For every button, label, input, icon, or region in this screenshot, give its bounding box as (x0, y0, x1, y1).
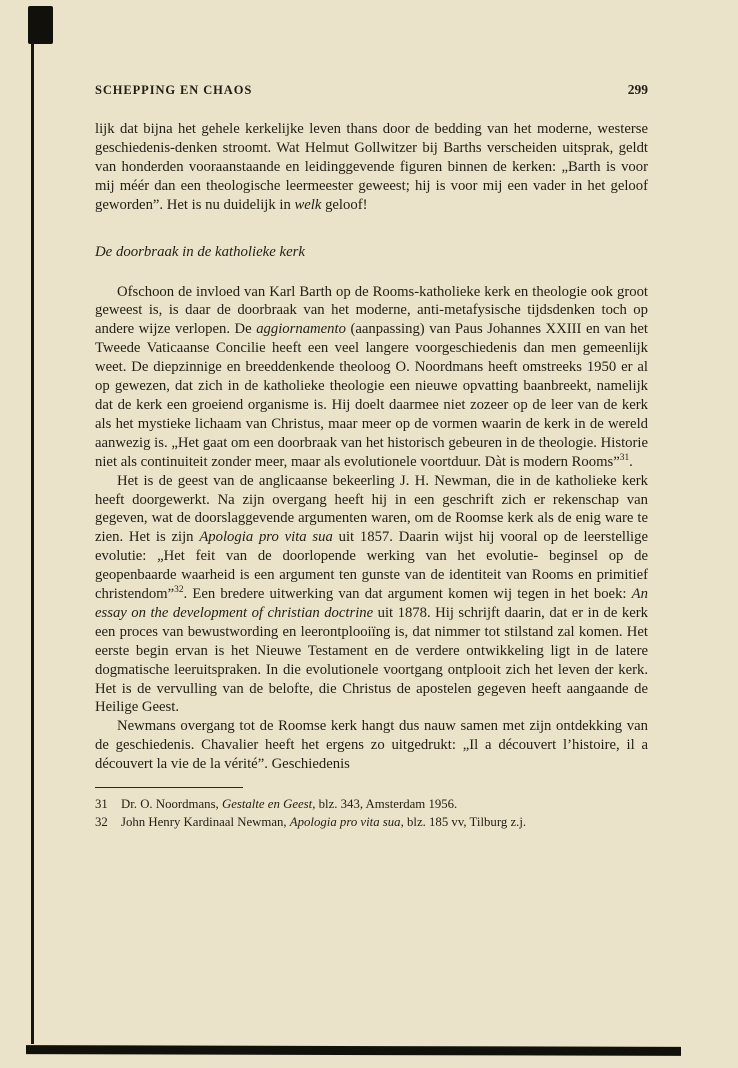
paragraph-4 (95, 717, 648, 774)
italic-text: An essay on the development of christian doctrine (95, 586, 648, 621)
text-segment: lijk dat bijna het gehele kerkelijke leven thans door de bedding van het moderne, westerse geschiedenis-denken stroomt. Wat Helmut Gollwitzer bij Barths verscheiden uitsprak, geldt van honderden vooraanstaande en leidinggevende figuren binnen de kerken: „Barth is voor mij méér dan een theologische leermeester geweest; hij is voor mij een vader in het geloof geworden”. Het is nu duidelijk in (95, 121, 648, 213)
paragraph-3 (95, 472, 648, 718)
text-segment: , blz. 343, Amsterdam 1956. (312, 797, 458, 812)
footnote-32 (95, 814, 648, 832)
paragraph-1 (95, 120, 648, 215)
text-segment: John Henry Kardinaal Newman, (121, 814, 290, 829)
running-header (95, 82, 648, 98)
page-number: 299 (627, 82, 648, 97)
footnote-31 (95, 796, 648, 814)
scan-artifact-bottom-bar (26, 1045, 681, 1056)
section-heading: De doorbraak in de katholieke kerk (95, 243, 305, 260)
text-segment: . (629, 453, 633, 470)
italic-text: Gestalte en Geest (221, 797, 313, 812)
footnote-number: 31 (95, 797, 108, 812)
text-segment: uit 1857. Daarin wijst hij vooral op de leerstellige evolutie: „Het feit van de doorlopende werking van het evolutie- beginsel op de geopenbaarde waarheid is een argument ten gunste van de identiteit van Rooms en primitief christendom” (95, 529, 648, 603)
italic-text: aggiornamento (256, 321, 346, 338)
italic-text: Apologia pro vita sua (289, 814, 401, 829)
text-segment: (aanpassing) van Paus Johannes XXIII en van het Tweede Vaticaanse Concilie heeft een veel langere voorgeschiedenis dan men gemeenlijk weet. De diepzinnige en breeddenkende theoloog O. Noordmans heeft omstreeks 1950 er al op gewezen, dat zich in de katholieke theologie een nieuwe opvatting baanbreekt, namelijk dat de kerk een groeiend organisme is. Hij doelt daarmee niet zozeer op de leer van de kerk als het mystieke lichaam van Christus, maar meer op de vormen waarin de kerk in de wereld aanwezig is. „Het gaat om een doorbraak van het historisch gebeuren in de theologie. Historie niet als continuiteit zonder meer, maar als evolutionele voortduur. Dàt is modern Rooms” (95, 321, 648, 470)
text-segment: Ofschoon de invloed van Karl Barth op de Rooms-katholieke kerk en theologie ook groot geweest is, is daar de doorbraak van het moderne, anti-metafysische tijdsdenken toch op andere wijze verlopen. De (95, 283, 648, 338)
text-segment: uit 1878. Hij schrijft daarin, dat er in de kerk een proces van bewustwording en leerontplooiïng is, dat nimmer tot stilstand zal komen. Het eerste begin ervan is het Nieuwe Testament en de verdere ontwikkeling ligt in de latere dogmatische leeruitspraken. In die evolutionele voortgang ontplooit zich het leven der kerk. Het is de vervulling van de belofte, die Christus de apostelen gegeven heeft aangaande de Heilige Geest. (95, 604, 649, 716)
paragraph-2 (95, 283, 648, 472)
text-segment: , blz. 185 vv, Tilburg z.j. (400, 814, 527, 829)
italic-text: welk (294, 196, 322, 213)
text-segment: Het is de geest van de anglicaanse bekeerling J. H. Newman, die in de katholieke kerk heeft doorgewerkt. Na zijn overgang heeft hij in een geschrift zich er rekenschap van gegeven, wat de doorslaggevende argumenten waren, om de Roomse kerk als de enig ware te zien. Het is zijn (95, 472, 648, 546)
footnote-number: 32 (95, 814, 108, 829)
text-segment: geloof! (321, 196, 368, 213)
page-content (95, 82, 648, 831)
scan-artifact-left-edge-line (31, 42, 34, 1044)
footnote-ref-32: 32 (174, 585, 184, 596)
text-segment: Newmans overgang tot de Roomse kerk hangt dus nauw samen met zijn ontdekking van de geschiedenis. Chavalier heeft het ergens zo uitgedrukt: „Il a découvert l’histoire, il a découvert la vie de la vérité”. Geschiedenis (95, 718, 648, 773)
scan-artifact-top-left-blob (28, 6, 53, 44)
running-title: SCHEPPING EN CHAOS (95, 83, 253, 97)
footnotes-section (95, 787, 648, 831)
footnote-divider (95, 787, 243, 788)
text-segment: . Een bredere uitwerking van dat argument komen wij tegen in het boek: (183, 586, 632, 603)
italic-text: Apologia pro vita sua (199, 529, 333, 546)
text-segment: Dr. O. Noordmans, (121, 797, 222, 812)
footnote-ref-31: 31 (619, 452, 630, 463)
